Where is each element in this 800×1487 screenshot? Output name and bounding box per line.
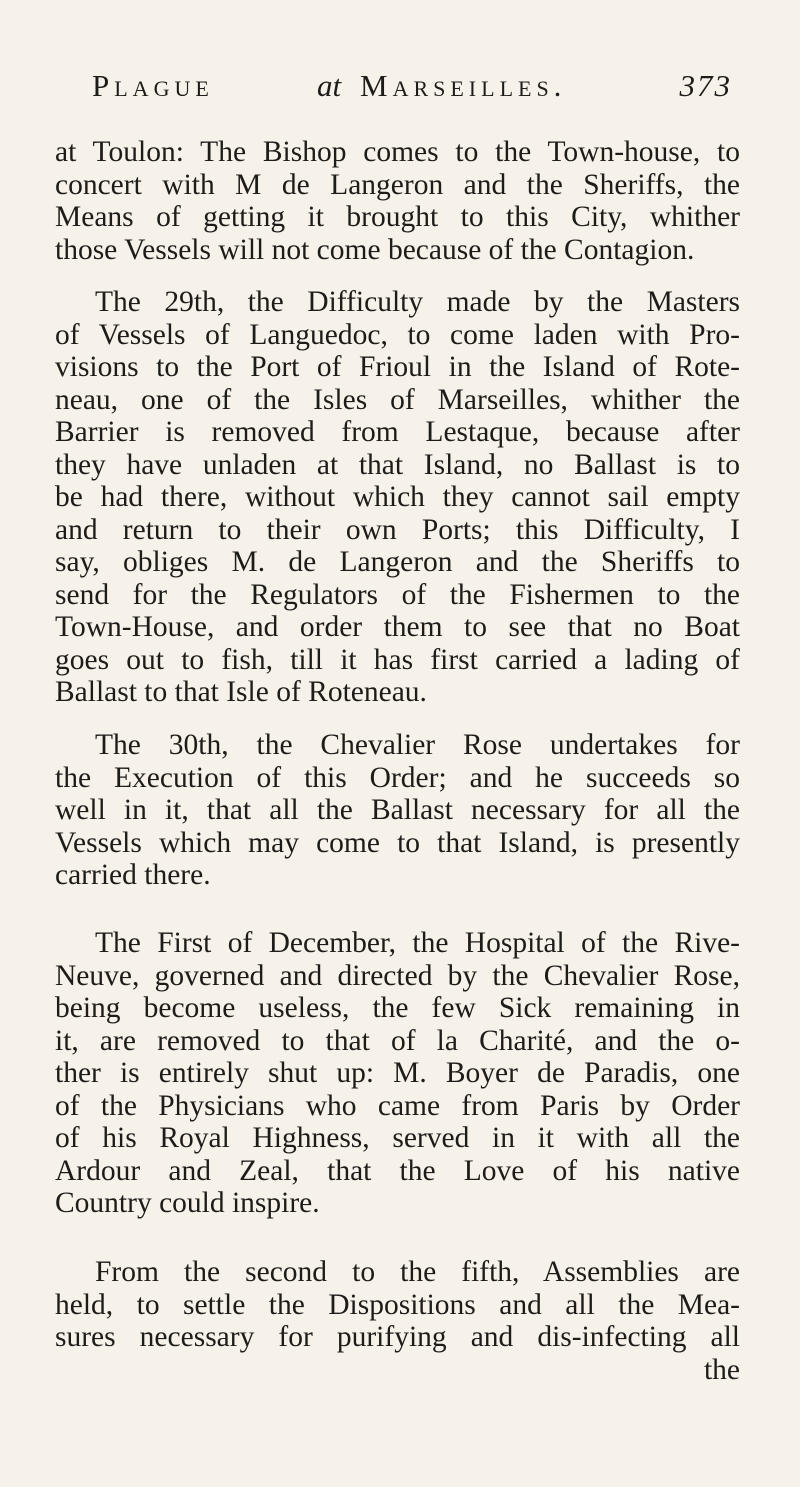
text-line: of his Royal Highness, served in it with all the — [55, 1122, 740, 1154]
text-line: concert with M de Langeron and the Sheriffs, the — [55, 168, 740, 201]
running-header — [92, 68, 732, 118]
text-line: being become useless, the few Sick remaining in — [55, 992, 740, 1024]
text-line: The 29th, the Difficulty made by the Masters — [95, 286, 740, 318]
catchword: the — [703, 1353, 740, 1386]
text-line: and return to their own Ports; this Difficulty, I — [55, 513, 740, 546]
text-line: Country could inspire. — [55, 1187, 320, 1219]
text-line: Vessels which may come to that Island, is presently — [55, 826, 740, 859]
header-title-part2: Marseilles. — [360, 68, 567, 103]
text-line: say, obliges M. de Langeron and the Sheriffs to — [55, 546, 740, 578]
page-number: 373 — [679, 68, 732, 103]
text-line: it, are removed to that of la Charité, and the o- — [55, 1024, 740, 1057]
text-line: The First of December, the Hospital of the Rive- — [95, 927, 740, 959]
text-line: be had there, without which they cannot sail empty — [55, 481, 740, 513]
paragraph-1 — [55, 136, 740, 266]
text-line: neau, one of the Isles of Marseilles, whither the — [55, 383, 740, 416]
paragraph-5 — [55, 1256, 740, 1386]
text-line: Town-House, and order them to see that no Boat — [55, 611, 740, 643]
text-line: sures necessary for purifying and dis-infecting all — [55, 1321, 740, 1353]
text-line: send for the Regulators of the Fishermen to the — [55, 578, 740, 611]
text-line: carried there. — [55, 859, 211, 891]
text-line: From the second to the fifth, Assemblies are — [95, 1256, 740, 1288]
paragraph-2 — [55, 286, 740, 709]
header-title-part1: Plague — [92, 68, 214, 103]
text-line: they have unladen at that Island, no Ballast is to — [55, 448, 740, 481]
text-line: Means of getting it brought to this City, whither — [55, 201, 740, 233]
paragraph-4 — [55, 927, 740, 1220]
text-line: Ardour and Zeal, that the Love of his native — [55, 1154, 740, 1187]
text-line: The 30th, the Chevalier Rose undertakes for — [95, 729, 740, 761]
text-line: those Vessels will not come because of the Contagion. — [55, 233, 695, 266]
text-line: at Toulon: The Bishop comes to the Town-house, to — [55, 136, 740, 168]
text-line: of the Physicians who came from Paris by Order — [55, 1089, 740, 1122]
text-line: Neuve, governed and directed by the Chevalier Rose, — [55, 959, 740, 992]
text-line: of Vessels of Languedoc, to come laden with Pro- — [55, 318, 740, 351]
text-line: ther is entirely shut up: M. Boyer de Paradis, one — [55, 1057, 740, 1089]
text-line: visions to the Port of Frioul in the Island of Rote- — [55, 351, 740, 383]
text-line: well in it, that all the Ballast necessary for all the — [55, 794, 740, 826]
text-line: goes out to fish, till it has first carried a lading of — [55, 643, 740, 676]
text-line: Barrier is removed from Lestaque, because after — [55, 416, 740, 448]
text-line: the Execution of this Order; and he succeeds so — [55, 761, 740, 794]
text-line: Ballast to that Isle of Roteneau. — [55, 676, 427, 708]
text-line: held, to settle the Dispositions and all the Mea- — [55, 1288, 740, 1321]
header-title-at: at — [317, 68, 342, 103]
paragraph-3 — [55, 729, 740, 892]
